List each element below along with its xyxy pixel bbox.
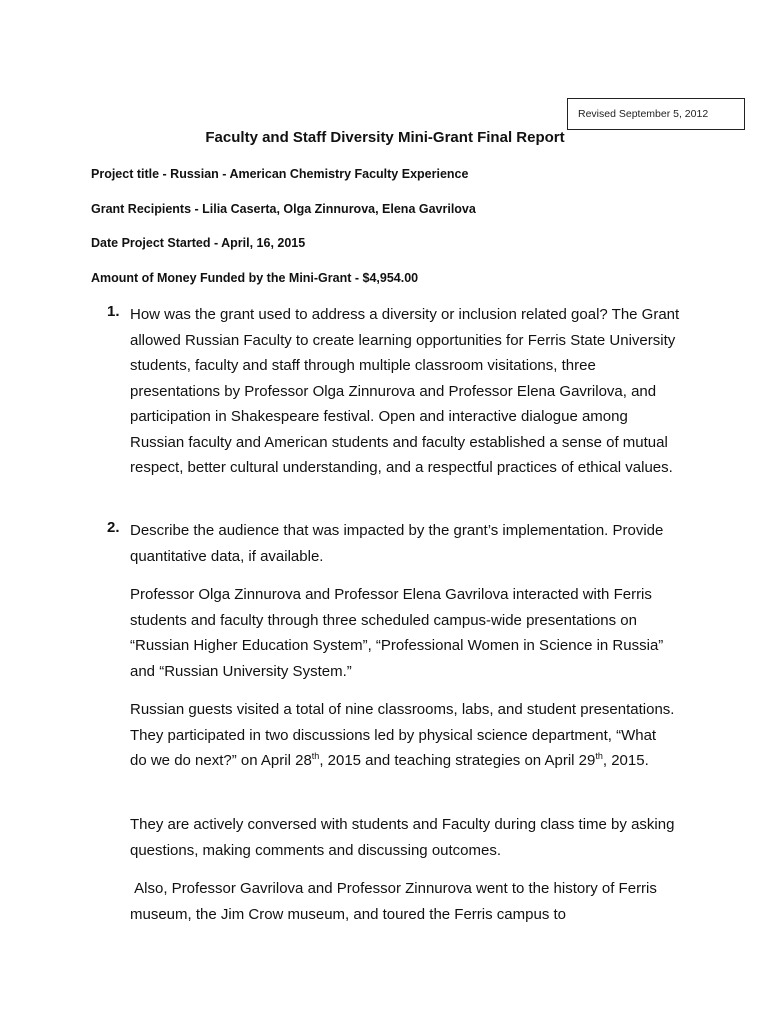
paragraph-conversations: They are actively conversed with students and Faculty during class time by asking questions, making comments and discussing outcomes. [130, 816, 675, 859]
grant-recipients-line: Grant Recipients - Lilia Caserta, Olga Zinnurova, Elena Gavrilova [91, 202, 476, 216]
amount-funded-line: Amount of Money Funded by the Mini-Grant - $4,954.00 [91, 271, 419, 285]
document-title [0, 129, 770, 146]
paragraph-classroom-visits-part-3: , 2015. [602, 752, 649, 769]
project-title-line: Project title - Russian - American Chemistry Faculty Experience [91, 167, 469, 181]
revision-date-box: Revised September 5, 2012 [567, 98, 745, 130]
item-2-text: Describe the audience that was impacted by the grant’s implementation. Provide quantitative data, if available. [130, 522, 664, 565]
paragraph-presentations: Professor Olga Zinnurova and Professor Elena Gavrilova interacted with Ferris students and faculty through three scheduled campus-wide presentations on “Russian Higher Education System”, “Professional Women in Science in Russia” and “Russian University System.” [130, 586, 664, 680]
paragraph-classroom-visits-part-1: Russian guests visited a total of nine classrooms, labs, and student presentations. They participated in two discussions led by physical science department, “What do we do next?” on April 28 [130, 701, 675, 769]
item-1-number: 1. [107, 303, 120, 320]
date-started-line: Date Project Started - April, 16, 2015 [91, 236, 306, 250]
item-1-text: How was the grant used to address a diversity or inclusion related goal? The Grant allowed Russian Faculty to create learning opportunities for Ferris State University students, faculty and staff through multiple classroom visitations, three presentations by Professor Olga Zinnurova and Professor Elena Gavrilova, and participation in Shakespeare festival. Open and interactive dialogue among Russian faculty and American students and faculty established a sense of mutual respect, better cultural understanding, and a respectful practices of ethical values. [130, 306, 680, 476]
paragraph-museum-visits: Also, Professor Gavrilova and Professor Zinnurova went to the history of Ferris museum, the Jim Crow museum, and toured the Ferris campus to [130, 880, 662, 923]
ordinal-suffix: th [595, 751, 603, 761]
ordinal-suffix: th [311, 751, 320, 761]
document-title-text: Faculty and Staff Diversity Mini-Grant Final Report [205, 129, 565, 146]
item-2-number: 2. [107, 519, 120, 536]
paragraph-classroom-visits-part-2: , 2015 and teaching strategies on April 29 [319, 752, 596, 769]
paragraph-classroom-visits [130, 697, 675, 774]
